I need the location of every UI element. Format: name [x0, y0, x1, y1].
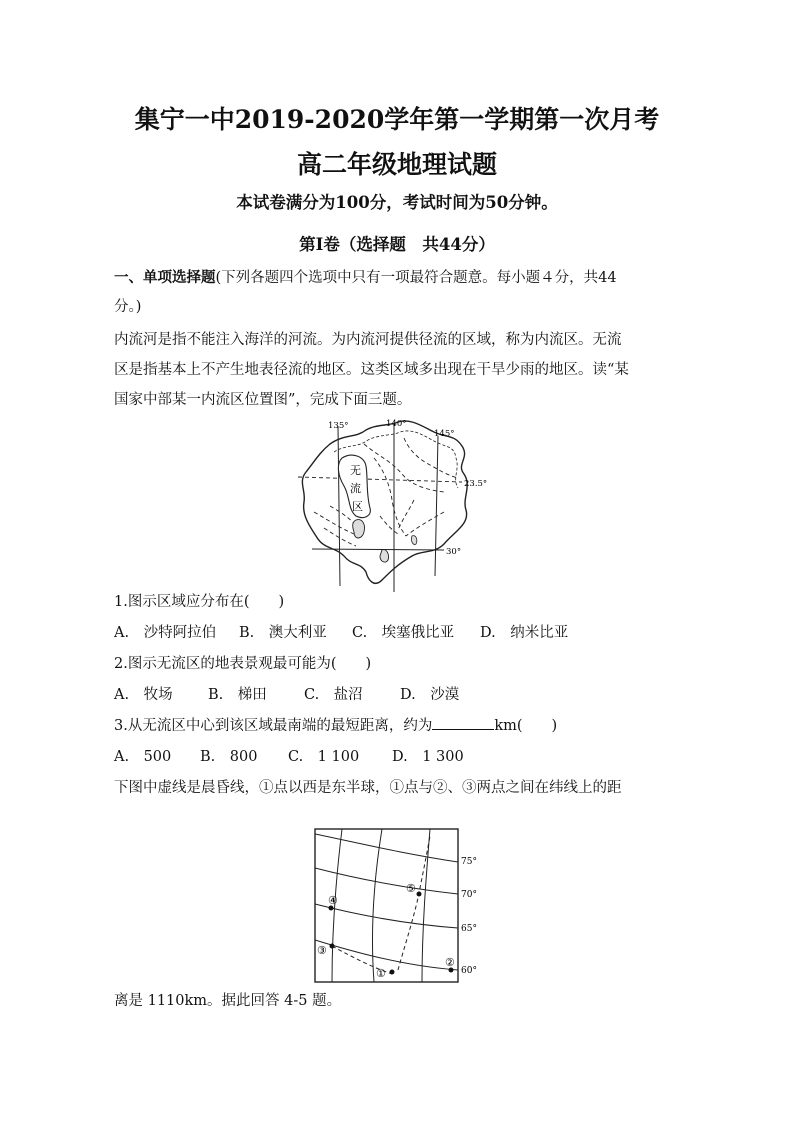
point-marker: [330, 944, 335, 949]
question-1-options: [114, 621, 568, 642]
point-label: ④: [328, 894, 338, 907]
instruction-text: (下列各题四个选项中只有一项最符合题意。每小题４分，共44: [215, 270, 617, 286]
passage1-line: 区是指基本上不产生地表径流的地区。这类区域多出现在干旱少雨的地区。读“某: [114, 362, 629, 378]
lat-label: 30°: [446, 547, 462, 557]
exam-note: 本试卷满分为100分，考试时间为50分钟。: [236, 193, 558, 212]
section-heading: 一、单项选择题: [114, 269, 216, 286]
option-b[interactable]: B. 800: [200, 749, 258, 765]
lat-label: 75°: [461, 857, 477, 867]
question-3-text-end: km( ): [494, 718, 558, 734]
passage2-line: 下图中虚线是晨昏线，①点以西是东半球，①点与②、③两点之间在纬线上的距: [114, 780, 622, 796]
passage1-line: 内流河是指不能注入海洋的河流。为内流河提供径流的区域，称为内流区。无流: [114, 332, 622, 348]
point-marker: [417, 892, 422, 897]
lon-label: 145°: [434, 429, 455, 439]
terminator-grid-map: [314, 828, 486, 984]
part-title: 第Ⅰ卷（选择题 共44分）: [299, 235, 495, 254]
option-c[interactable]: C. 盐沼: [304, 687, 363, 703]
lat-label: 60°: [461, 966, 477, 976]
passage1-line: 国家中部某一内流区位置图”，完成下面三题。: [114, 392, 412, 408]
option-b[interactable]: B. 梯田: [208, 687, 267, 703]
question-2-options: [114, 683, 459, 704]
question-2-stem: 2.图示无流区的地表景观最可能为( ): [114, 656, 372, 672]
answer-blank: [432, 715, 494, 730]
question-3-text: 3.从无流区中心到该区域最南端的最短距离，约为: [114, 718, 433, 734]
option-d[interactable]: D. 沙漠: [400, 687, 460, 703]
question-3-stem: [114, 714, 557, 735]
point-label: ③: [317, 944, 327, 957]
option-c[interactable]: C. 1 100: [288, 749, 360, 765]
region-label-char: 区: [352, 500, 363, 513]
section-instruction-cont: 分。): [114, 299, 142, 315]
option-b[interactable]: B. 澳大利亚: [239, 625, 327, 641]
option-a[interactable]: A. 牧场: [114, 687, 173, 703]
section-instruction: [114, 266, 617, 287]
point-label: ②: [445, 956, 455, 969]
point-marker: [390, 970, 395, 975]
lon-label: 135°: [328, 421, 349, 431]
point-label: ⑤: [406, 882, 416, 895]
region-label-char: 无: [350, 464, 361, 477]
exam-title: 集宁一中2019-2020学年第一学期第一次月考: [134, 105, 660, 134]
lat-label: 65°: [461, 924, 477, 934]
passage2-line: 离是 1110km。据此回答 4-5 题。: [114, 993, 342, 1009]
lon-label: 140°: [386, 419, 407, 429]
exam-subtitle: 高二年级地理试题: [296, 150, 497, 179]
lat-label: 23.5°: [464, 479, 488, 489]
option-d[interactable]: D. 纳米比亚: [480, 625, 569, 641]
question-1-stem: 1.图示区域应分布在( ): [114, 594, 285, 610]
region-label-char: 流: [350, 482, 361, 495]
question-3-options: [114, 745, 464, 766]
option-a[interactable]: A. 500: [114, 749, 172, 765]
lake: [353, 520, 365, 538]
lat-label: 70°: [461, 890, 477, 900]
option-a[interactable]: A. 沙特阿拉伯: [114, 625, 217, 641]
lake: [380, 550, 389, 562]
drainage-basin-map: [294, 416, 504, 594]
option-c[interactable]: C. 埃塞俄比亚: [352, 625, 455, 641]
point-label: ①: [376, 967, 386, 980]
option-d[interactable]: D. 1 300: [392, 749, 464, 765]
